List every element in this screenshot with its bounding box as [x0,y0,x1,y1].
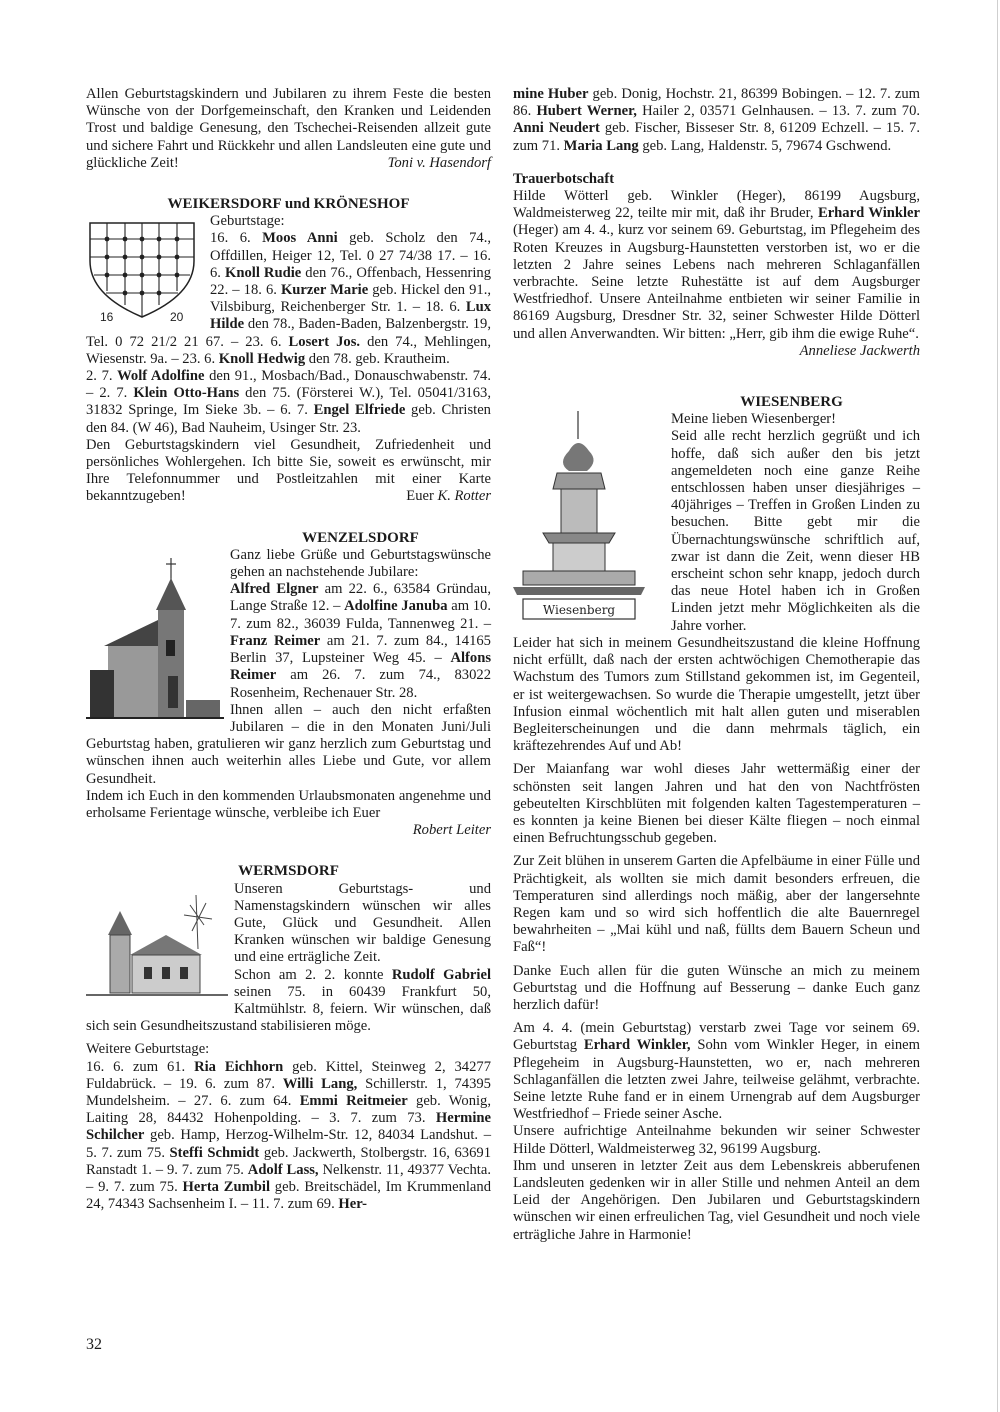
trauer-signature: Anneliese Jackwerth [799,342,920,359]
wiesenberg-p4: Zur Zeit blühen in unserem Garten die Apfelbäume in einer Fülle und Prächtigkeit, als wollten sie mich damit besonders erfreuen, die Temperaturen sind allerdings noch mäßig, aber der langersehnte Regen kam und so wird sich hoffentlich die alte Bauernregel bewahrheiten – „Mai kühl und naß, füllts dem Bauern Scheun und Faß“! [513,853,920,956]
wermsdorf-church-illustration [86,885,228,1005]
wenzelsdorf-chapel-illustration [86,550,224,728]
intro-paragraph: Allen Geburtstagskindern und Jubilaren zu ihrem Feste die besten Wünsche von der Dorfgemeinschaft, den Kranken und Leidenden Trost und baldige Genesung, den Tschechei-Reisenden allzeit gute und sichere Fahrt und Rückkehr und allen Landsleuten eine gute und glückliche Zeit! Toni v. Hasendorf [86,86,491,171]
church-icon [86,885,228,1005]
weikersdorf-heading: WEIKERSDORF und KRÖNESHOF [167,196,410,213]
weikersdorf-sub: Geburtstage: [210,213,285,230]
weikersdorf-crest [86,217,204,325]
weikersdorf-signature: Euer K. Rotter [406,488,491,505]
wenzelsdorf-intro: Ganz liebe Grüße und Geburtstagswünsche gehen an nachstehende Jubilare: [230,546,491,581]
wermsdorf-more-heading: Weitere Geburtstage: [86,1041,210,1058]
wenzelsdorf-wishes: Ihnen allen – auch den nicht erfaßten Jubilaren – die in den Monaten Juni/Juli Geburtstag haben, gratulieren wir ganz herzlich zum Geburtstag und wünschen ihnen auch weiterhin alles Liebe und Gute, vor allem Gesundheit. [86,701,491,787]
crest-year-right: 20 [170,310,184,325]
wermsdorf-list-continued: mine Huber geb. Donig, Hochstr. 21, 86399 Bobingen. – 12. 7. zum 86. Hubert Werner, Hailer 2, 03571 Gelnhausen. – 13. 7. zum 70. Anni Neudert geb. Fischer, Bisseser Str. 8, 61209 Echzell. – 15. 7. zum 71. Maria Lang geb. Lang, Haldenstr. 5, 79674 Gschwend. [513,86,921,154]
wiesenberg-image-caption: Wiesenberg [542,603,616,618]
wiesenberg-p8: Ihm und unseren in letzter Zeit aus dem Lebenskreis abberufenen Landsleuten gedenken wir in aller Stille und nehmen Anteil an dem Leid der Angehörigen. Den Jubilaren und Geburtstagskindern wünschen wir einen erfreulichen Tag, viel Gesundheit und noch viele erträgliche Jahre in Harmonie! [513,1157,920,1243]
chapel-icon [86,550,224,728]
crest-year-left: 16 [100,310,114,325]
wermsdorf-list: 16. 6. zum 61. Ria Eichhorn geb. Kittel, Steinweg 2, 34277 Fuldabrück. – 19. 6. zum 87. Willi Lang, Schillerstr. 1, 74395 Mundelsheim. – 27. 6. zum 64. Emmi Reitmeier geb. Wonig, Laiting 28, 84432 Hohenpolding. – 3. 7. zum 73. Hermine Schilcher geb. Hamp, Herzog-Wilhelm-Str. 12, 84034 Landshut. – 5. 7. zum 75. Steffi Schmidt geb. Jackwerth, Stolbergstr. 16, 63691 Ranstadt 1. – 9. 7. zum 75. Adolf Lass, Nelkenstr. 11, 49377 Vechta. – 9. 7. zum 75. Herta Zumbil geb. Breitschädel, Im Krummenland 24, 74343 Sachsenheim I. – 11. 7. zum 69. Her- [86,1058,492,1213]
right-column [513,86,920,1244]
wiesenberg-heading: WIESENBERG [740,394,843,411]
wiesenberg-p2: Leider hat sich in meinem Gesundheitszustand die kleine Hoffnung nicht erfüllt, daß nach der ersten achtwöchigen Chemotherapie das Wachstum des Tumors zum Stillstand gekommen ist, im Gegenteil, er ist weitergewachsen. So wurde die Therapie umgestellt, jetzt über Infusion einmal wöchentlich mit halt allen guten und miserablen Begleiterscheinungen und die dann mehrmals täglich, ein kräftezehrendes Auf und Ab! [513,634,920,755]
wenzelsdorf-heading: WENZELSDORF [302,529,419,546]
wiesenberg-p1: Seid alle recht herzlich gegrüßt und ich hoffe, daß sich außer den bis jetzt angemeldeten noch eine ganze Reihe entschlossen haben unser diesjähriges – 40jähriges – Treffen in Großen Linden zu besuchen. Bitte gebt mir die Übernachtungswünsche schriftlich auf, zwar ist dann die Zeit, wenn dieser HB erscheint schon sehr knapp, jedoch durch das neue Hotel haben ich in Großen Linden jetzt mehr Möglichkeiten als die Jahre vorher. [671,428,920,634]
wiesenberg-greeting: Meine lieben Wiesenberger! [671,411,837,428]
left-column [86,86,491,1213]
weikersdorf-birthdays-july: 2. 7. Wolf Adolfine den 91., Mosbach/Bad., Donauschwabenstr. 74. – 2. 7. Klein Otto-Hans den 75. (Försterei W.), Tel. 05041/3163, 31832 Springe, Im Sieke 3b. – 6. 7. Engel Elfriede geb. Christen den 84. (W 46), Bad Nauheim, Usinger Str. 23. [86,368,491,436]
trauer-heading: Trauerbotschaft [513,170,615,187]
crest-shield-icon [86,217,204,325]
wiesenberg-p3: Der Maianfang war wohl dieses Jahr wettermäßig einer der schönsten seit langen Jahren und hat den von Nachtfrösten gebeutelten Kirschblüten mit folgenden kalten Tagestemperaturen – es konnten ja keine Bienen bei dieser Kälte fliegen – noch einmal einen Befruchtungsschub gegeben. [513,761,920,847]
wiesenberg-fountain-illustration [513,411,663,623]
weikersdorf-closing: Den Geburtstagskindern viel Gesundheit, Zufriedenheit und persönliches Wohlergehen. Ich bitte Sie, soweit es erwünscht, mir Ihre Telefonnummer und Postleitzahlen mit einer Karte bekanntzugeben! Euer K. Rotter [86,436,491,505]
wiesenberg-p5: Danke Euch allen für die guten Wünsche an mich zu meinem Geburtstag und die Hoffnung auf Besserung – danke Euch ganz herzlich dafür! [513,962,920,1013]
page-edge-line [997,0,998,1412]
wenzelsdorf-jubilare: Alfred Elgner am 22. 6., 63584 Gründau, Lange Straße 12. – Adolfine Januba am 10. 7. zum 82., 36039 Fulda, Tannenweg 21. – Franz Reimer am 21. 7. zum 84., 14165 Berlin 37, Lupsteiner Weg 45. – Alfons Reimer am 26. 7. zum 74., 83022 Rosenheim, Rechenauer Str. 28. [230,581,491,701]
wiesenberg-p6: Am 4. 4. (mein Geburtstag) verstarb zwei Tage vor seinem 69. Geburtstag Erhard Winkler, Sohn vom Winkler Heger, in einem Pflegeheim in Augsburg-Haunstetten, wo er, nach mehreren Schlaganfällen die letzten zwei Jahre, teilweise gelähmt, verbrachte. Seine letzte Ruhe fand er in einem Urnengrab auf dem Augsburger Westfriedhof – Friede seiner Asche. [513,1020,920,1123]
trauer-body: Hilde Wötterl geb. Winkler (Heger), 86199 Augsburg, Waldmeisterweg 22, teilte mir mit, daß ihr Bruder, Erhard Winkler (Heger) am 4. 4., kurz vor seinem 69. Geburtstag, im Pflegeheim des Roten Kreuzes in Augsburg-Haunstetten verstorben ist, wo er die letzten 2 Jahre seines Lebens nach mehreren Schlaganfällen verbrachte. Seine letzte Ruhestätte ist auf dem Augsburger Westfriedhof. Unsere Anteilnahme entbieten wir seiner Familie in 86169 Augsburg, Dresdner Str. 32, seiner Schwester Hilde Dötterl und allen Anverwandten. Wir bitten: „Herr, gib ihm die ewige Ruhe“. Anneliese Jackwerth [513,188,920,359]
weikersdorf-birthdays: 16. 6. Moos Anni geb. Scholz den 74., Offdillen, Heiger 12, Tel. 0 27 74/38 17. – 16. 6. Knoll Rudie den 76., Offenbach, Hessenring 22. – 18. 6. Kurzer Marie geb. Hickel den 91., Vilsbiburg, Reichenberger Str. 1. – 18. 6. Lux Hilde den 78., Baden-Baden, Balzenbergstr. 19, Tel. 0 72 21/2 21 67. – 23. 6. Losert Jos. den 74., Mehlingen, Wiesenstr. 9a. – 23. 6. Knoll Hedwig den 78. geb. Krautheim. [86,230,492,367]
intro-signature: Toni v. Hasendorf [387,154,491,171]
wermsdorf-gabriel: Schon am 2. 2. konnte Rudolf Gabriel seinen 75. in 60439 Frankfurt 50, Kaltmühlstr. 8, feiern. Wir wünschen, daß sich sein Gesundheitszustand stabilisieren möge. [86,966,491,1035]
wermsdorf-heading: WERMSDORF [238,863,339,880]
wiesenberg-p7: Unsere aufrichtige Anteilnahme bekunden wir seiner Schwester Hilde Dötterl, Waldmeisterweg 32, 96199 Augsburg. [513,1123,920,1157]
wenzelsdorf-signature: Robert Leiter [412,822,491,839]
fountain-monument-icon [513,411,663,623]
wermsdorf-intro: Unseren Geburtstags- und Namenstagskindern wünschen wir alles Gute, Glück und Gesundheit. Allen Kranken wünschen wir baldige Genesung und eine erträgliche Zeit. [234,880,491,966]
wenzelsdorf-holiday: Indem ich Euch in den kommenden Urlaubsmonaten angenehme und erholsame Ferientage wünsche, verbleibe ich Euer [86,787,491,821]
page-number: 32 [86,1336,102,1353]
